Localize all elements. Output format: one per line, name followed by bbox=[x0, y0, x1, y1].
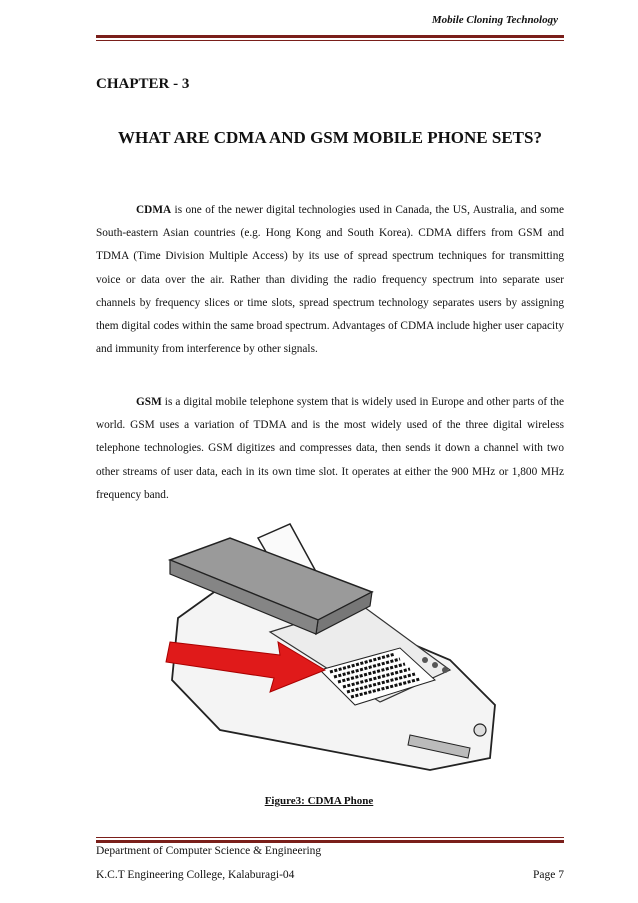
running-header: Mobile Cloning Technology bbox=[431, 14, 558, 26]
page-title: WHAT ARE CDMA AND GSM MOBILE PHONE SETS? bbox=[118, 128, 542, 147]
paragraph-lead: GSM bbox=[136, 396, 162, 408]
footer-rule-thin bbox=[96, 837, 564, 838]
header-rule-thick bbox=[96, 35, 564, 38]
footer-college: K.C.T Engineering College, Kalaburagi-04 bbox=[96, 869, 295, 881]
paragraph-lead: CDMA bbox=[136, 204, 172, 216]
paragraph-text: is a digital mobile telephone system that is widely used in Europe and other parts of the world. GSM uses a variation of TDMA and is the most widely used of the three digital wireless telephone technologies. GSM digitizes and compresses data, then sends it down a channel with two other streams of user data, each in its own time slot. It operates at either the 900 MHz or 1,800 MHz frequency band. bbox=[96, 396, 564, 501]
paragraph-cdma bbox=[96, 199, 564, 361]
cdma-phone-figure bbox=[150, 520, 510, 780]
footer-rule-thick bbox=[96, 840, 564, 843]
figure-caption: Figure3: CDMA Phone bbox=[264, 795, 374, 807]
header-rule-thin bbox=[96, 40, 564, 41]
chapter-heading: CHAPTER - 3 bbox=[96, 76, 190, 92]
paragraph-text: is one of the newer digital technologies used in Canada, the US, Australia, and some South-eastern Asian countries (e.g. Hong Kong and South Korea). CDMA differs from GSM and TDMA (Time Division Multiple Access) by its use of spread spectrum techniques for transmitting voice or data over the air. Rather than dividing the radio frequency spectrum into separate user channels by frequency slices or time slots, spread spectrum technology separates users by assigning them digital codes within the same broad spectrum. Advantages of CDMA include higher user capacity and immunity from interference by other signals. bbox=[96, 204, 564, 356]
page-number: Page 7 bbox=[533, 869, 564, 881]
paragraph-gsm bbox=[96, 391, 564, 507]
footer-department: Department of Computer Science & Engineering bbox=[96, 845, 322, 857]
